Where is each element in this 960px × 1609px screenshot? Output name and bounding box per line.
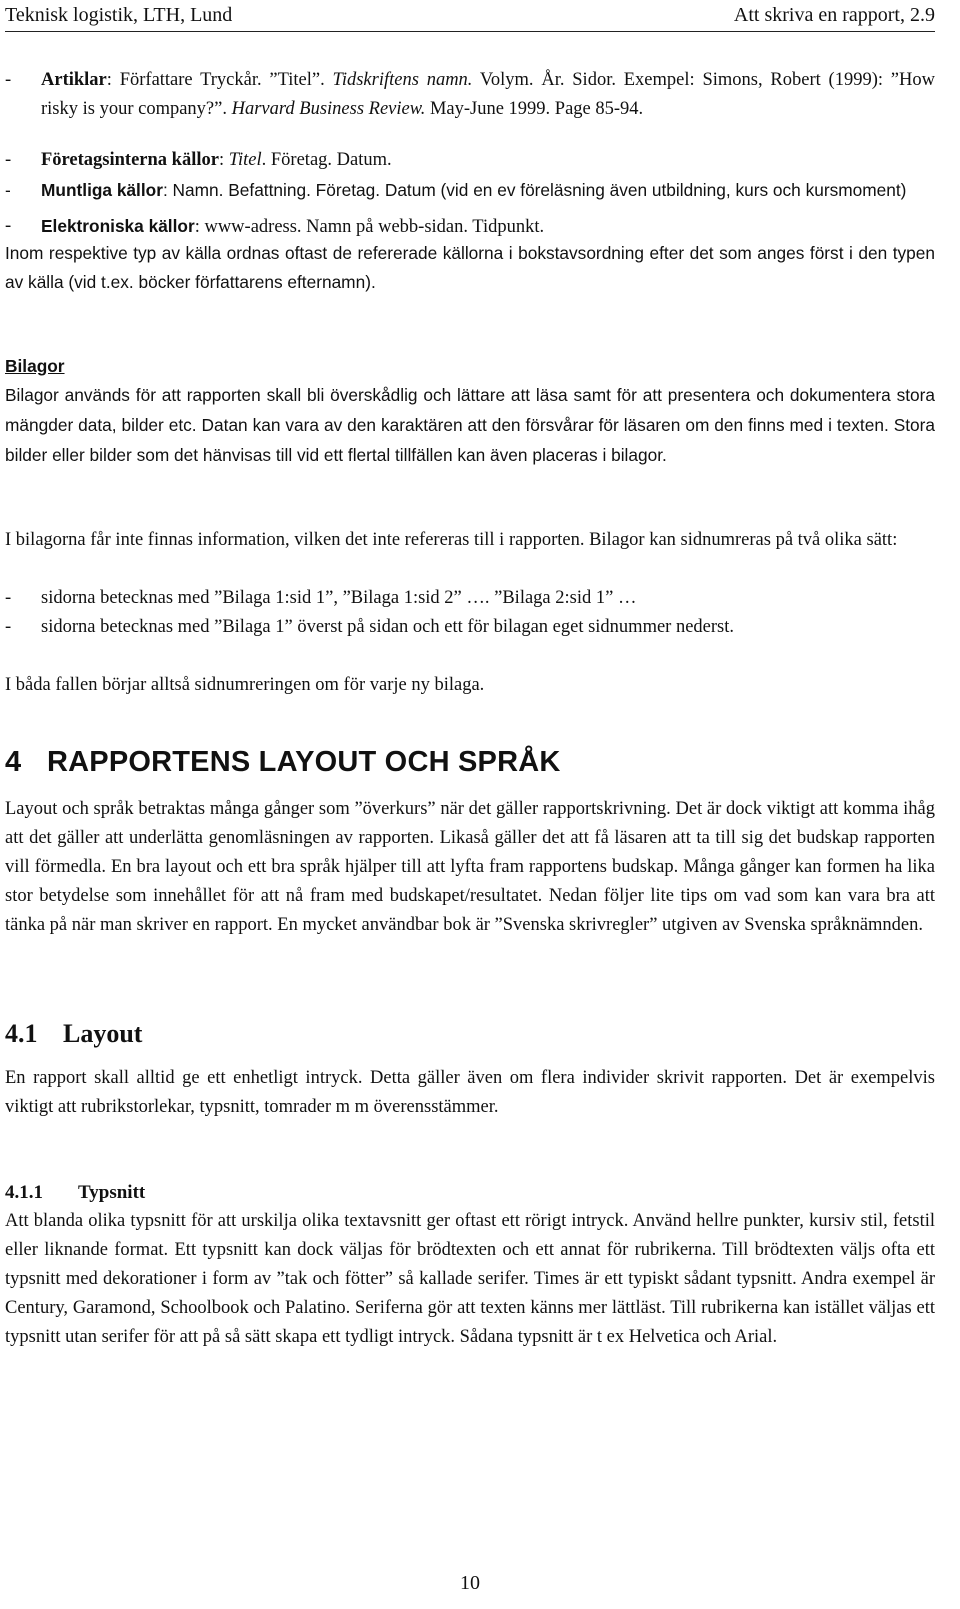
ref-oral: - Muntliga källor: Namn. Befattning. Företag. Datum (vid en ev föreläsning även utbildning, kurs och kursmoment) <box>5 180 907 200</box>
bilagor-paragraph-1: Bilagor används för att rapporten skall bli överskådlig och lättare att läsa samt för att presentera och dokumentera stora mängder data, bilder etc. Datan kan vara av den karaktären att den försvårar för läsaren om den finns med i texten. Stora bilder eller bilder som det hänvisas till vid ett flertal tillfällen kan även placeras i bilagor. <box>5 385 935 465</box>
header-left: Teknisk logistik, LTH, Lund <box>5 4 233 26</box>
reference-list <box>5 66 935 124</box>
list-item: - sidorna betecknas med ”Bilaga 1:sid 1”, ”Bilaga 1:sid 2” …. ”Bilaga 2:sid 1” … <box>5 588 637 608</box>
section-4-1-1-heading: 4.1.1 Typsnitt <box>5 1182 146 1203</box>
section-4-1-heading: 4.1 Layout <box>5 1019 143 1048</box>
page-header <box>5 2 935 28</box>
list-item: - sidorna betecknas med ”Bilaga 1” överst på sidan och ett för bilagan eget sidnummer nederst. <box>5 617 735 637</box>
header-right: Att skriva en rapport, 2.9 <box>733 4 935 26</box>
ref-internal: - Företagsinterna källor: Titel. Företag. Datum. <box>5 150 392 170</box>
section-4-paragraph: Layout och språk betraktas många gånger som ”överkurs” när det gäller rapportskrivning. Det är dock viktigt att komma ihåg att det gäller att underlätta genomläsningen av rapporten. Likaså gäller det att få läsaren att ta till sig det budskap rapporten vill förmedla. En bra layout och ett bra språk hjälper till att lyfta fram rapportens budskap. Många gånger kan formen ha lika stor betydelse som innehållet för att nå fram med budskapet/resultatet. Nedan följer lite tips om vad som kan vara bra att tänka på när man skriver en rapport. En mycket användbar bok är ”Svenska skrivregler” utgiven av Svenska språknämnden. <box>5 799 935 935</box>
bilagor-heading: Bilagor <box>5 356 65 376</box>
bilagor-paragraph-2: I bilagorna får inte finnas information, vilken det inte refereras till i rapporten. Bilagor kan sidnumreras på två olika sätt: <box>5 530 898 550</box>
page-number: 10 <box>460 1572 480 1594</box>
section-4-1-paragraph: En rapport skall alltid ge ett enhetligt intryck. Detta gäller även om flera individer skrivit rapporten. Det är exempelvis viktigt att rubrikstorlekar, typsnitt, tomrader m m överensstämmer. <box>5 1068 935 1117</box>
header-rule <box>5 31 935 32</box>
bilagor-paragraph-3: I båda fallen börjar alltså sidnumreringen om för varje ny bilaga. <box>5 675 485 695</box>
section-4-1-1-paragraph: Att blanda olika typsnitt för att urskilja olika textavsnitt ger oftast ett rörigt intryck. Använd hellre punkter, kursiv stil, fetstil eller liknande format. Ett typsnitt kan dock väljas för brödtexten och ett annat för rubrikerna. Till brödtexten väljs ofta ett typsnitt med dekorationer i form av ”tak och fötter” så kallade serifer. Times är ett typiskt sådant typsnitt. Andra exempel är Century, Garamond, Schoolbook och Palatino. Seriferna gör att texten känns mer lättläst. Till rubrikerna kan istället väljas ett typsnitt utan serifer för att på så sätt skapa ett tydligt intryck. Sådana typsnitt är t ex Helvetica och Arial. <box>5 1211 935 1347</box>
ref-electronic: - Elektroniska källor: www-adress. Namn på webb-sidan. Tidpunkt. <box>5 216 545 237</box>
bilagor-list <box>5 584 935 642</box>
section-4-heading: 4 RAPPORTENS LAYOUT OCH SPRÅK <box>5 746 561 778</box>
ref-articles: - Artiklar: Författare Tryckår. ”Titel”. Tidskriftens namn. Volym. År. Sidor. Exempel: Simons, Robert (1999): ”How risky is your company?”. Harvard Business Review. May-June 1999. Page 85-94. <box>5 70 935 119</box>
reference-order-text: Inom respektive typ av källa ordnas oftast de refererade källorna i bokstavsordning efter det som anges först i den typen av källa (vid t.ex. böcker författarens efternamn). <box>5 243 935 292</box>
